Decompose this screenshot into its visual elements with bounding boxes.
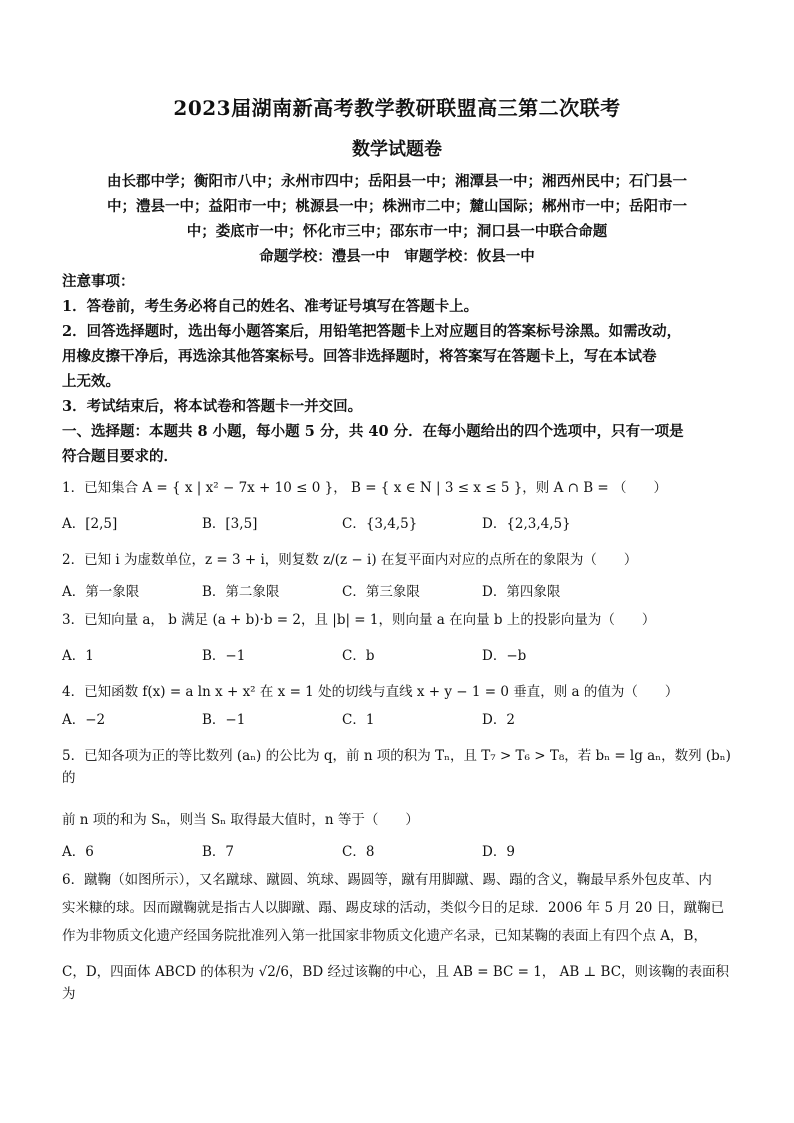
note-3: 3．考试结束后，将本试卷和答题卡一并交回。 <box>62 398 363 415</box>
question-5: 5．已知各项为正的等比数列 (aₙ) 的公比为 q，前 n 项的积为 Tₙ，且 T₇ > T₆ > T₈，若 bₙ = lg aₙ，数列 (bₙ) 的 <box>62 748 731 786</box>
question-6: C，D，四面体 ABCD 的体积为 √2/6，BD 经过该鞠的中心，且 AB = BC = 1， AB ⊥ BC，则该鞠的表面积为 <box>62 964 730 1002</box>
option: A．第一象限 <box>62 584 140 600</box>
section-heading: 符合题目要求的． <box>62 448 178 465</box>
option: B．−1 <box>202 648 246 664</box>
question-1: 1．已知集合 A = { x | x² − 7x + 10 ≤ 0 }， B = { x ∈ N | 3 ≤ x ≤ 5 }，则 A ∩ B = （ ） <box>62 480 668 496</box>
question-2: 2．已知 i 为虚数单位，z = 3 + i，则复数 z/(z − i) 在复平面内对应的点所在的象限为（ ） <box>62 552 638 568</box>
orgs-line: 由长郡中学；衡阳市八中；永州市四中；岳阳县一中；湘潭县一中；湘西州民中；石门县一 <box>107 173 687 190</box>
option: D．2 <box>482 712 515 728</box>
question-4: 4．已知函数 f(x) = a ln x + x² 在 x = 1 处的切线与直线 x + y − 1 = 0 垂直，则 a 的值为（ ） <box>62 684 679 700</box>
options-1 <box>62 513 732 535</box>
option: D．−b <box>482 648 527 664</box>
question-3: 3．已知向量 a， b 满足 (a + b)·b = 2，且 |b| = 1，则向量 a 在向量 b 上的投影向量为（ ） <box>62 612 656 628</box>
note-2: 2．回答选择题时，选出每小题答案后，用铅笔把答题卡上对应题目的答案标号涂黑。如需改动， <box>62 323 682 340</box>
option: B．第二象限 <box>202 584 280 600</box>
option: B．7 <box>202 844 235 860</box>
schools-line: 命题学校：澧县一中 审题学校：攸县一中 <box>259 248 535 265</box>
question-6: 实米糠的球。因而蹴鞠就是指古人以脚蹴、蹋、踢皮球的活动，类似今日的足球．2006 年 5 月 20 日，蹴鞠已 <box>62 900 725 916</box>
option: C．1 <box>342 712 375 728</box>
option: C．b <box>342 648 375 664</box>
options-3 <box>62 645 732 667</box>
note-1: 1．答卷前，考生务必将自己的姓名、准考证号填写在答题卡上。 <box>62 298 479 315</box>
notes-heading: 注意事项： <box>62 273 135 290</box>
option: C．第三象限 <box>342 584 420 600</box>
option: D．第四象限 <box>482 584 561 600</box>
options-5 <box>62 841 732 863</box>
option: B．[3,5] <box>202 516 258 532</box>
option: C．8 <box>342 844 375 860</box>
option: D．9 <box>482 844 515 860</box>
section-heading: 一、选择题：本题共 8 小题，每小题 5 分，共 40 分．在每小题给出的四个选项中，只有一项是 <box>62 423 684 440</box>
option: B．−1 <box>202 712 246 728</box>
question-6: 作为非物质文化遗产经国务院批准列入第一批国家非物质文化遗产名录，已知某鞠的表面上有四个点 A，B， <box>62 928 707 944</box>
note-2: 上无效。 <box>62 373 120 390</box>
option: A．6 <box>62 844 94 860</box>
orgs-line: 中；娄底市一中；怀化市三中；邵东市一中；洞口县一中联合命题 <box>186 223 608 240</box>
option: A．[2,5] <box>62 516 118 532</box>
options-2 <box>62 581 732 603</box>
exam-page <box>62 92 732 1005</box>
option: A．1 <box>62 648 94 664</box>
question-5-cont: 前 n 项的和为 Sₙ，则当 Sₙ 取得最大值时，n 等于（ ） <box>62 812 419 828</box>
option: C．{3,4,5} <box>342 516 418 532</box>
exam-subtitle: 数学试题卷 <box>352 139 442 160</box>
option: D．{2,3,4,5} <box>482 516 571 532</box>
exam-title: 2023届湖南新高考教学教研联盟高三第二次联考 <box>173 96 621 120</box>
option: A．−2 <box>62 712 106 728</box>
options-4 <box>62 709 732 731</box>
orgs-line: 中；澧县一中；益阳市一中；桃源县一中；株洲市二中；麓山国际；郴州市一中；岳阳市一 <box>107 198 687 215</box>
note-2: 用橡皮擦干净后，再选涂其他答案标号。回答非选择题时，将答案写在答题卡上，写在本试卷 <box>62 348 657 365</box>
question-6: 6．蹴鞠（如图所示），又名蹴球、蹴圆、筑球、踢圆等，蹴有用脚蹴、踢、蹋的含义，鞠最早系外包皮革、内 <box>62 872 712 888</box>
